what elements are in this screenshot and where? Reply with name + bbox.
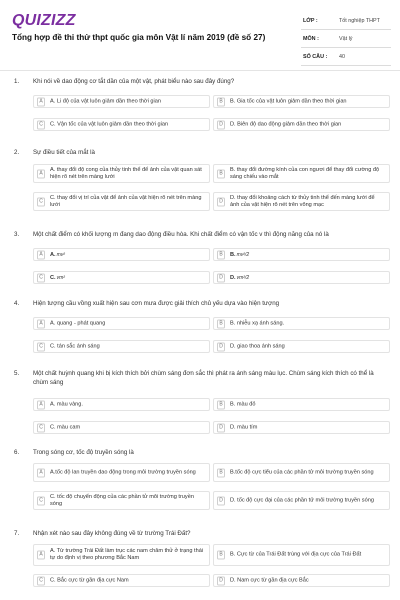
option-letter: B — [217, 169, 225, 178]
question-text: Hiện tượng cầu vồng xuất hiện sau cơn mưa được giải thích chủ yếu dựa vào hiện tượng — [33, 300, 280, 307]
meta-row-class — [301, 15, 391, 30]
option-text: A. Từ trường Trái Đất làm trục các nam châm thử ở trạng thái tự do định vị theo phương Bắc Nam — [50, 547, 204, 561]
option-letter: B — [217, 468, 225, 477]
option-b[interactable] — [213, 544, 390, 566]
option-b[interactable] — [213, 248, 390, 261]
meta-label: SỐ CÂU : — [303, 54, 328, 60]
option-c[interactable] — [33, 340, 210, 353]
option-letter: B — [217, 97, 225, 106]
option-letter: A — [37, 400, 45, 409]
option-letter: A — [37, 319, 45, 328]
option-letter: C — [37, 496, 45, 505]
option-letter: B — [217, 400, 225, 409]
question-number: 7. — [14, 530, 20, 537]
question-number: 4. — [14, 300, 20, 307]
option-letter: B — [217, 250, 225, 259]
option-letter: B — [217, 319, 225, 328]
option-d[interactable] — [213, 340, 390, 353]
question-number: 2. — [14, 149, 20, 156]
option-a[interactable] — [33, 398, 210, 411]
option-text: A. Li độ của vật luôn giảm dần theo thời gian — [50, 97, 161, 104]
option-text: C. Vận tốc của vật luôn giảm dần theo thời gian — [50, 120, 169, 127]
worksheet-header — [0, 0, 400, 66]
option-d[interactable] — [213, 421, 390, 434]
option-text: D. Biên độ dao động giảm dần theo thời gian — [230, 120, 342, 127]
question-text: Sự điều tiết của mắt là — [33, 149, 95, 156]
option-letter: D — [217, 576, 225, 585]
option-a[interactable] — [33, 463, 210, 482]
option-letter: C — [37, 197, 45, 206]
option-letter: D — [217, 273, 225, 282]
question-number: 6. — [14, 449, 20, 456]
page-title: Tổng hợp đề thi thử thpt quốc gia môn Vật lí năm 2019 (đề số 27) — [12, 33, 266, 42]
option-a[interactable] — [33, 544, 210, 566]
option-formula: mv² — [56, 251, 65, 258]
worksheet-meta — [301, 15, 391, 66]
option-text: D. Nam cực từ gần địa cực Bắc — [230, 576, 309, 583]
option-text: A. màu vàng. — [50, 400, 83, 407]
question-number: 5. — [14, 370, 20, 377]
option-text: B. Gia tốc của vật luôn giảm dần theo thời gian — [230, 97, 347, 104]
option-text: B. màu đỏ — [230, 400, 256, 407]
option-d[interactable] — [213, 574, 390, 587]
option-b[interactable] — [213, 164, 390, 183]
option-text: B. nhiễu xạ ánh sáng. — [230, 319, 285, 326]
option-text: B. Cực từ của Trái Đất trùng với địa cực của Trái Đất — [230, 551, 362, 558]
option-d[interactable] — [213, 118, 390, 131]
quizizz-logo: QUIZIZZ — [12, 12, 76, 29]
question-text: Nhận xét nào sau đây không đúng về từ trường Trái Đất? — [33, 530, 191, 537]
option-a[interactable] — [33, 95, 210, 108]
option-letter: B — [217, 551, 225, 560]
option-text: C. tốc độ chuyển động của các phần tử môi trường truyền sóng — [50, 493, 194, 507]
option-c[interactable] — [33, 271, 210, 284]
option-a[interactable] — [33, 248, 210, 261]
option-formula: vm² — [56, 274, 65, 281]
option-text: D. — [230, 274, 236, 281]
meta-label: MÔN : — [303, 36, 319, 42]
option-text: B.tốc độ cực tiểu của các phần tử môi trường truyền sóng — [230, 468, 374, 475]
option-d[interactable] — [213, 271, 390, 284]
option-text: B. thay đổi đường kính của con ngươi để thay đổi cường độ sáng chiếu vào mắt — [230, 166, 380, 180]
question-number: 1. — [14, 78, 20, 85]
option-d[interactable] — [213, 491, 390, 510]
option-letter: A — [37, 468, 45, 477]
option-letter: C — [37, 342, 45, 351]
option-c[interactable] — [33, 491, 210, 510]
option-c[interactable] — [33, 574, 210, 587]
option-letter: A — [37, 551, 45, 560]
option-formula: mv²/2 — [236, 251, 250, 258]
question-text: Trong sóng cơ, tốc độ truyền sóng là — [33, 449, 134, 456]
option-text: C. màu cam — [50, 423, 81, 430]
option-text: A. quang - phát quang — [50, 319, 106, 326]
header-divider — [0, 70, 400, 71]
option-text: C. Bắc cực từ gần địa cực Nam — [50, 576, 129, 583]
option-text: C. thay đổi vị trí của vật để ảnh của vật hiện rõ nét trên màng lưới — [50, 194, 202, 208]
option-letter: A — [37, 169, 45, 178]
option-letter: D — [217, 423, 225, 432]
option-text: D. thay đổi khoảng cách từ thủy tinh thể đến màng lưới để ảnh của vật hiện rõ nét trên võng mạc — [230, 194, 375, 208]
option-letter: D — [217, 496, 225, 505]
option-letter: C — [37, 120, 45, 129]
meta-label: LỚP : — [303, 18, 318, 24]
option-text: A. — [50, 251, 56, 258]
option-text: D. màu tím — [230, 423, 258, 430]
option-a[interactable] — [33, 317, 210, 330]
option-letter: A — [37, 97, 45, 106]
meta-value: Vật lý — [339, 36, 353, 42]
option-d[interactable] — [213, 192, 390, 211]
option-text: C. tán sắc ánh sáng — [50, 342, 100, 349]
option-text: A. thay đổi độ cong của thủy tinh thể để ảnh của vật quan sát hiện rõ nét trên màng lưới — [50, 166, 202, 180]
meta-value: 40 — [339, 54, 345, 60]
option-letter: D — [217, 197, 225, 206]
option-letter: C — [37, 423, 45, 432]
option-letter: D — [217, 120, 225, 129]
question-text: Một chất điểm có khối lượng m đang dao động điều hòa. Khi chất điểm có vận tốc v thì động năng của nó là — [33, 231, 329, 238]
option-b[interactable] — [213, 463, 390, 482]
meta-row-count — [301, 51, 391, 66]
option-text: A.tốc độ lan truyền dao động trong môi trường truyền sóng — [50, 468, 196, 475]
question-text: Một chất huỳnh quang khi bị kích thích bởi chùm sáng đơn sắc thì phát ra ánh sáng màu lục. Chùm sáng kích thích có thể là chùm sáng — [33, 370, 374, 386]
question-number: 3. — [14, 231, 20, 238]
question-text: Khi nói về dao động cơ tắt dần của một vật, phát biểu nào sau đây đúng? — [33, 78, 235, 85]
option-c[interactable] — [33, 421, 210, 434]
option-c[interactable] — [33, 118, 210, 131]
meta-value: Tốt nghiệp THPT — [339, 18, 380, 24]
option-text: D. giao thoa ánh sáng — [230, 342, 285, 349]
option-text: B. — [230, 251, 236, 258]
option-letter: C — [37, 576, 45, 585]
option-formula: vm²/2 — [236, 274, 250, 281]
option-b[interactable] — [213, 398, 390, 411]
option-a[interactable] — [33, 164, 210, 183]
option-letter: A — [37, 250, 45, 259]
option-b[interactable] — [213, 317, 390, 330]
option-text: D. tốc độ cực đại của các phần tử môi trường truyền sóng — [230, 496, 374, 503]
meta-row-subject — [301, 33, 391, 48]
option-letter: C — [37, 273, 45, 282]
option-text: C. — [50, 274, 56, 281]
option-c[interactable] — [33, 192, 210, 211]
option-b[interactable] — [213, 95, 390, 108]
option-letter: D — [217, 342, 225, 351]
